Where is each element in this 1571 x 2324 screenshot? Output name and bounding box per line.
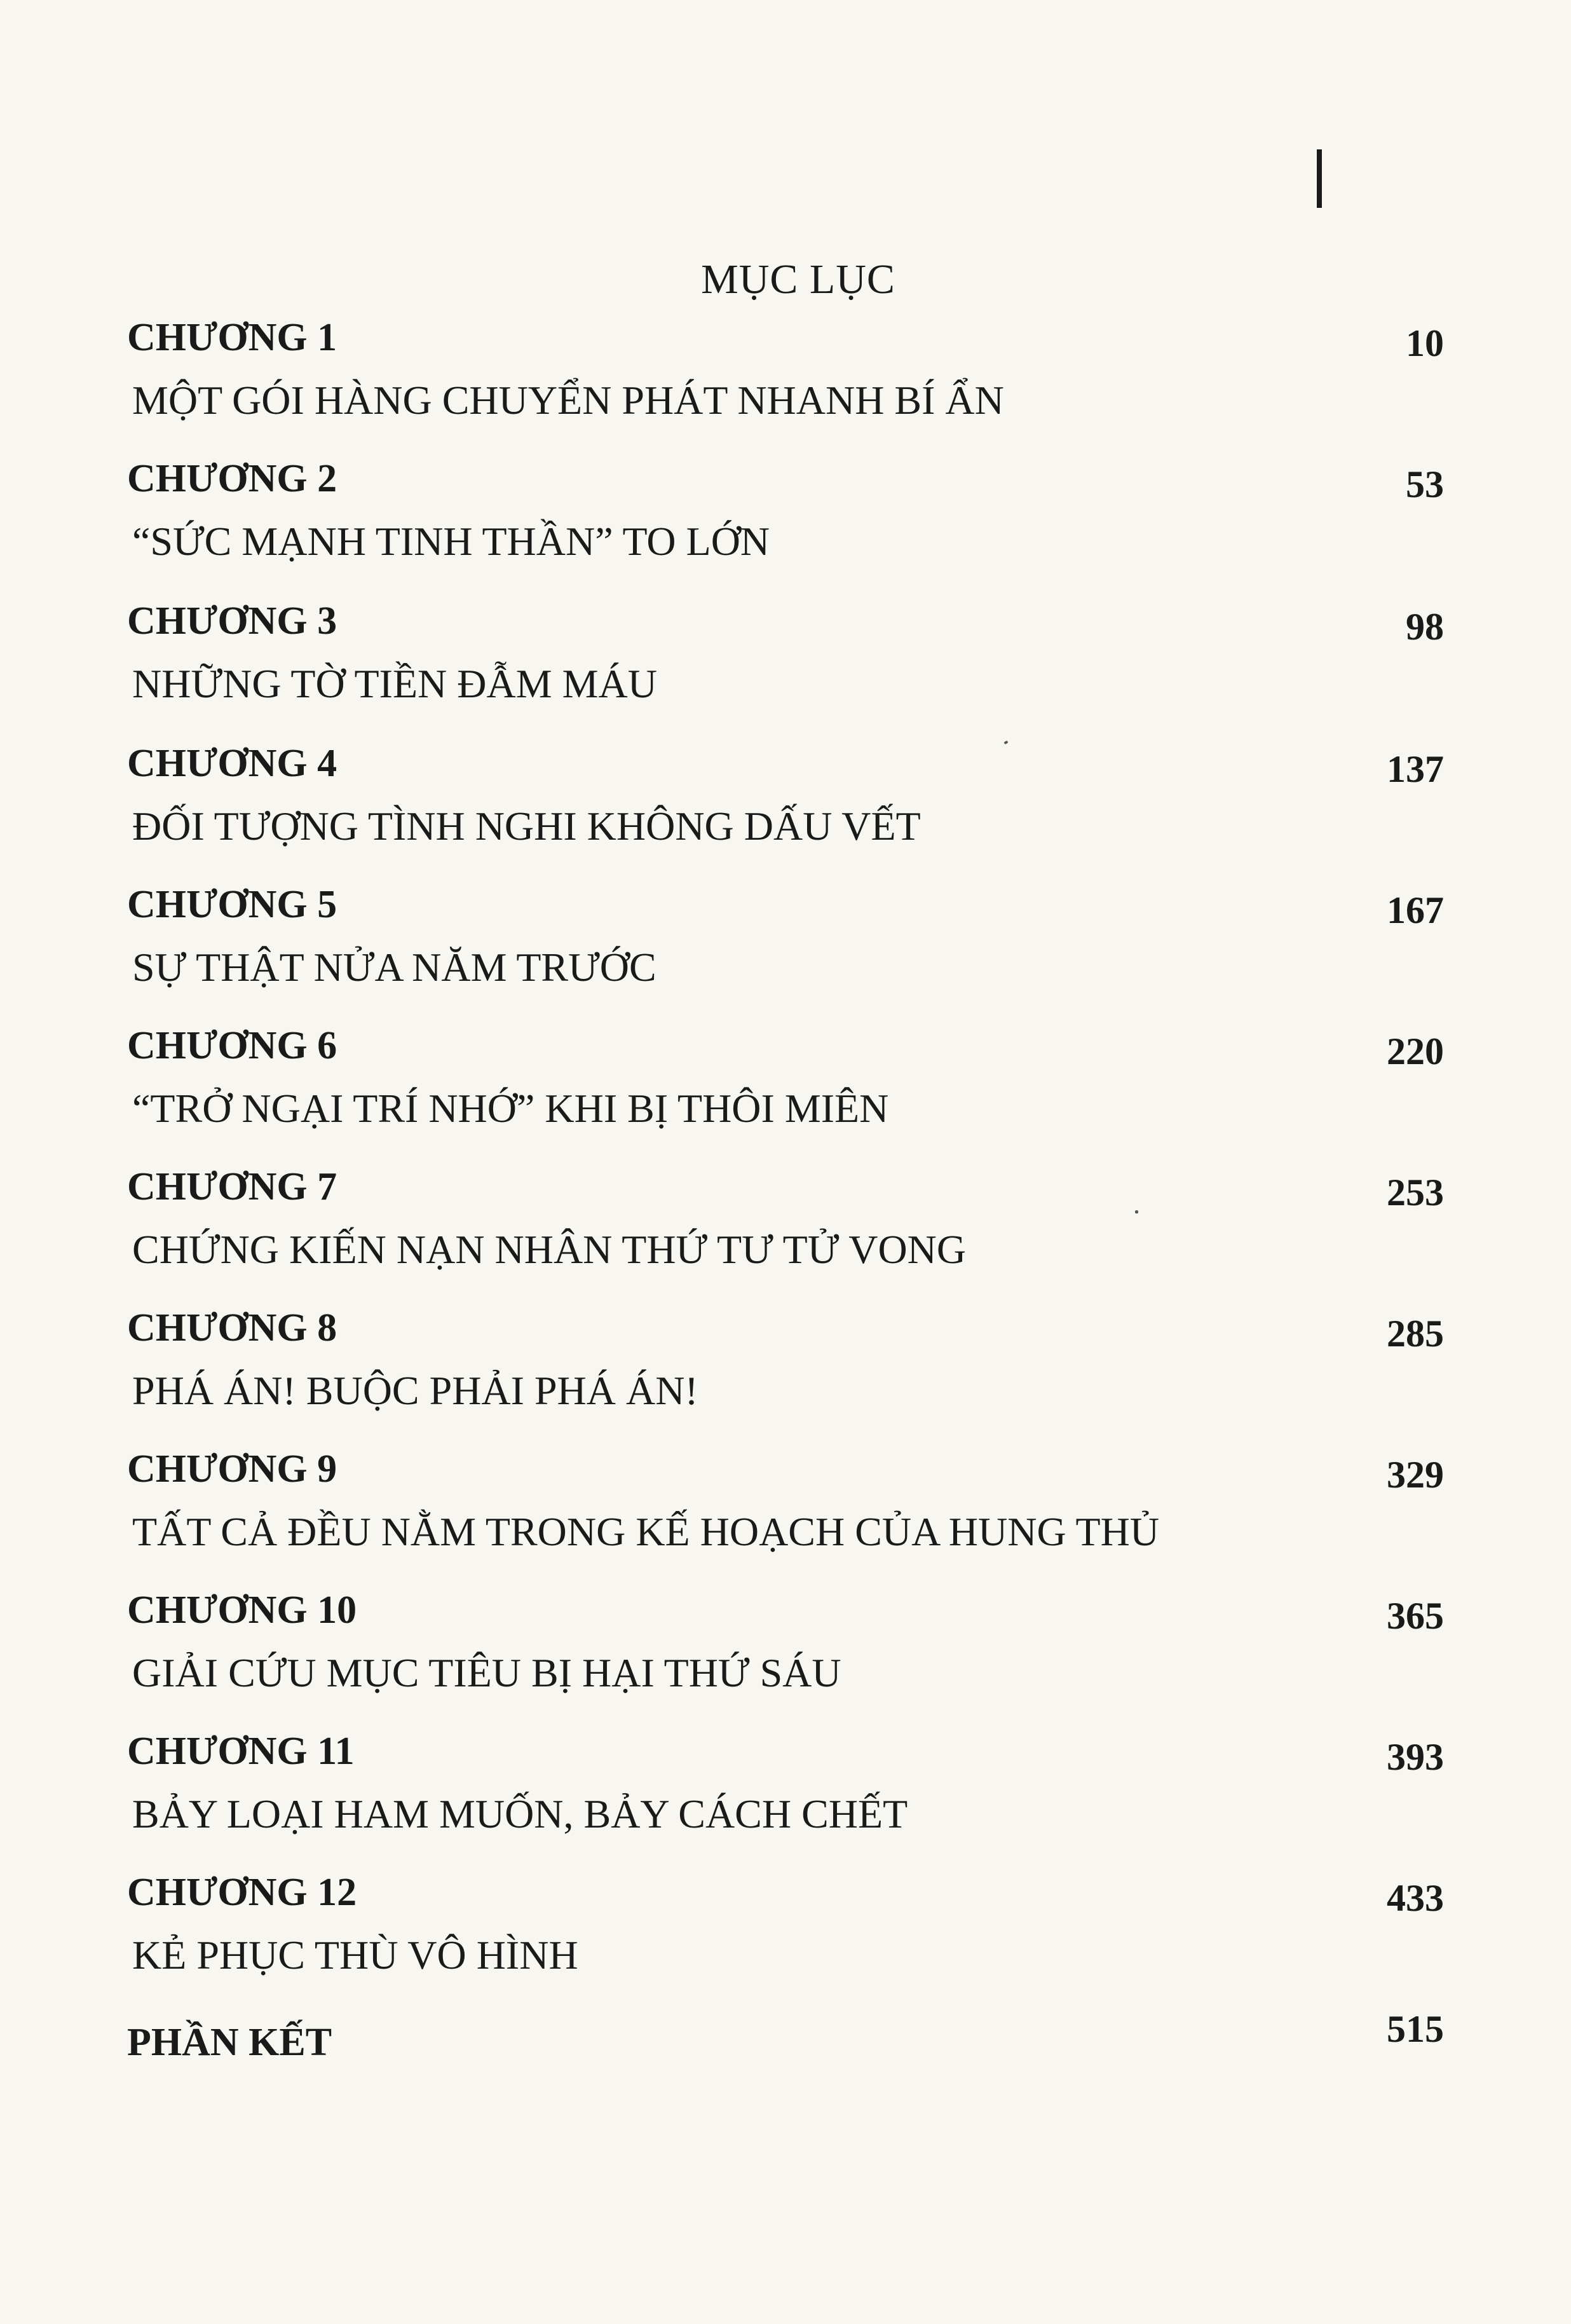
page-number: 137: [1387, 748, 1444, 790]
print-speck: [1135, 1210, 1138, 1213]
toc-entry-3: [127, 601, 1444, 728]
toc-entry-10: [127, 1590, 1444, 1718]
chapter-title: TẤT CẢ ĐỀU NẰM TRONG KẾ HOẠCH CỦA HUNG THỦ: [132, 1509, 1160, 1554]
page-number: 515: [1387, 2008, 1444, 2050]
page-number: 365: [1387, 1595, 1444, 1637]
page-number: 10: [1406, 322, 1444, 364]
toc-entry-11: [127, 1732, 1444, 1859]
page-number: 220: [1387, 1030, 1444, 1072]
chapter-title: NHỮNG TỜ TIỀN ĐẪM MÁU: [132, 661, 657, 706]
page-number: 329: [1387, 1454, 1444, 1496]
toc-entry-2: [127, 459, 1444, 586]
chapter-label: CHƯƠNG 2: [127, 457, 337, 500]
chapter-label: CHƯƠNG 10: [127, 1589, 357, 1632]
page-number: 285: [1387, 1313, 1444, 1355]
chapter-title: ĐỐI TƯỢNG TÌNH NGHI KHÔNG DẤU VẾT: [132, 803, 921, 849]
chapter-title: GIẢI CỨU MỤC TIÊU BỊ HẠI THỨ SÁU: [132, 1650, 841, 1695]
chapter-title: KẺ PHỤC THÙ VÔ HÌNH: [132, 1932, 578, 1978]
chapter-title: “SỨC MẠNH TINH THẦN” TO LỚN: [132, 519, 770, 564]
chapter-label: CHƯƠNG 5: [127, 883, 337, 926]
chapter-title: BẢY LOẠI HAM MUỐN, BẢY CÁCH CHẾT: [132, 1791, 908, 1836]
toc-entry-9: [127, 1449, 1444, 1576]
toc-entry-5: [127, 885, 1444, 1012]
toc-title: MỤC LỤC: [701, 256, 895, 303]
page-number: 53: [1406, 463, 1444, 505]
chapter-label: CHƯƠNG 9: [127, 1447, 337, 1491]
chapter-label: CHƯƠNG 8: [127, 1306, 337, 1350]
chapter-label: CHƯƠNG 12: [127, 1871, 357, 1914]
chapter-title: MỘT GÓI HÀNG CHUYỂN PHÁT NHANH BÍ ẨN: [132, 378, 1004, 423]
chapter-label: CHƯƠNG 6: [127, 1024, 337, 1067]
chapter-label: CHƯƠNG 3: [127, 599, 337, 643]
toc-entry-12: [127, 1873, 1444, 2000]
chapter-label: CHƯƠNG 4: [127, 742, 337, 785]
toc-entry-6: [127, 1026, 1444, 1153]
page-number: 98: [1406, 606, 1444, 648]
chapter-label: CHƯƠNG 1: [127, 316, 337, 359]
chapter-label: CHƯƠNG 11: [127, 1730, 355, 1773]
chapter-label: PHẦN KẾT: [127, 2021, 332, 2064]
toc-entry-8: [127, 1308, 1444, 1435]
chapter-title: “TRỞ NGẠI TRÍ NHỚ” KHI BỊ THÔI MIÊN: [132, 1086, 889, 1131]
page-number: 253: [1387, 1172, 1444, 1213]
toc-entry-4: [127, 744, 1444, 871]
page-number: 393: [1387, 1736, 1444, 1778]
toc-entry-7: [127, 1167, 1444, 1294]
toc-entry-1: [127, 318, 1444, 445]
chapter-title: SỰ THẬT NỬA NĂM TRƯỚC: [132, 945, 656, 990]
toc-entry-epilogue: [127, 2008, 1444, 2142]
page-number: 167: [1387, 889, 1444, 931]
chapter-label: CHƯƠNG 7: [127, 1165, 337, 1208]
chapter-title: CHỨNG KIẾN NẠN NHÂN THỨ TƯ TỬ VONG: [132, 1227, 967, 1272]
chapter-title: PHÁ ÁN! BUỘC PHẢI PHÁ ÁN!: [132, 1368, 698, 1413]
page-number: 433: [1387, 1877, 1444, 1919]
page-edge-mark: [1317, 149, 1322, 208]
